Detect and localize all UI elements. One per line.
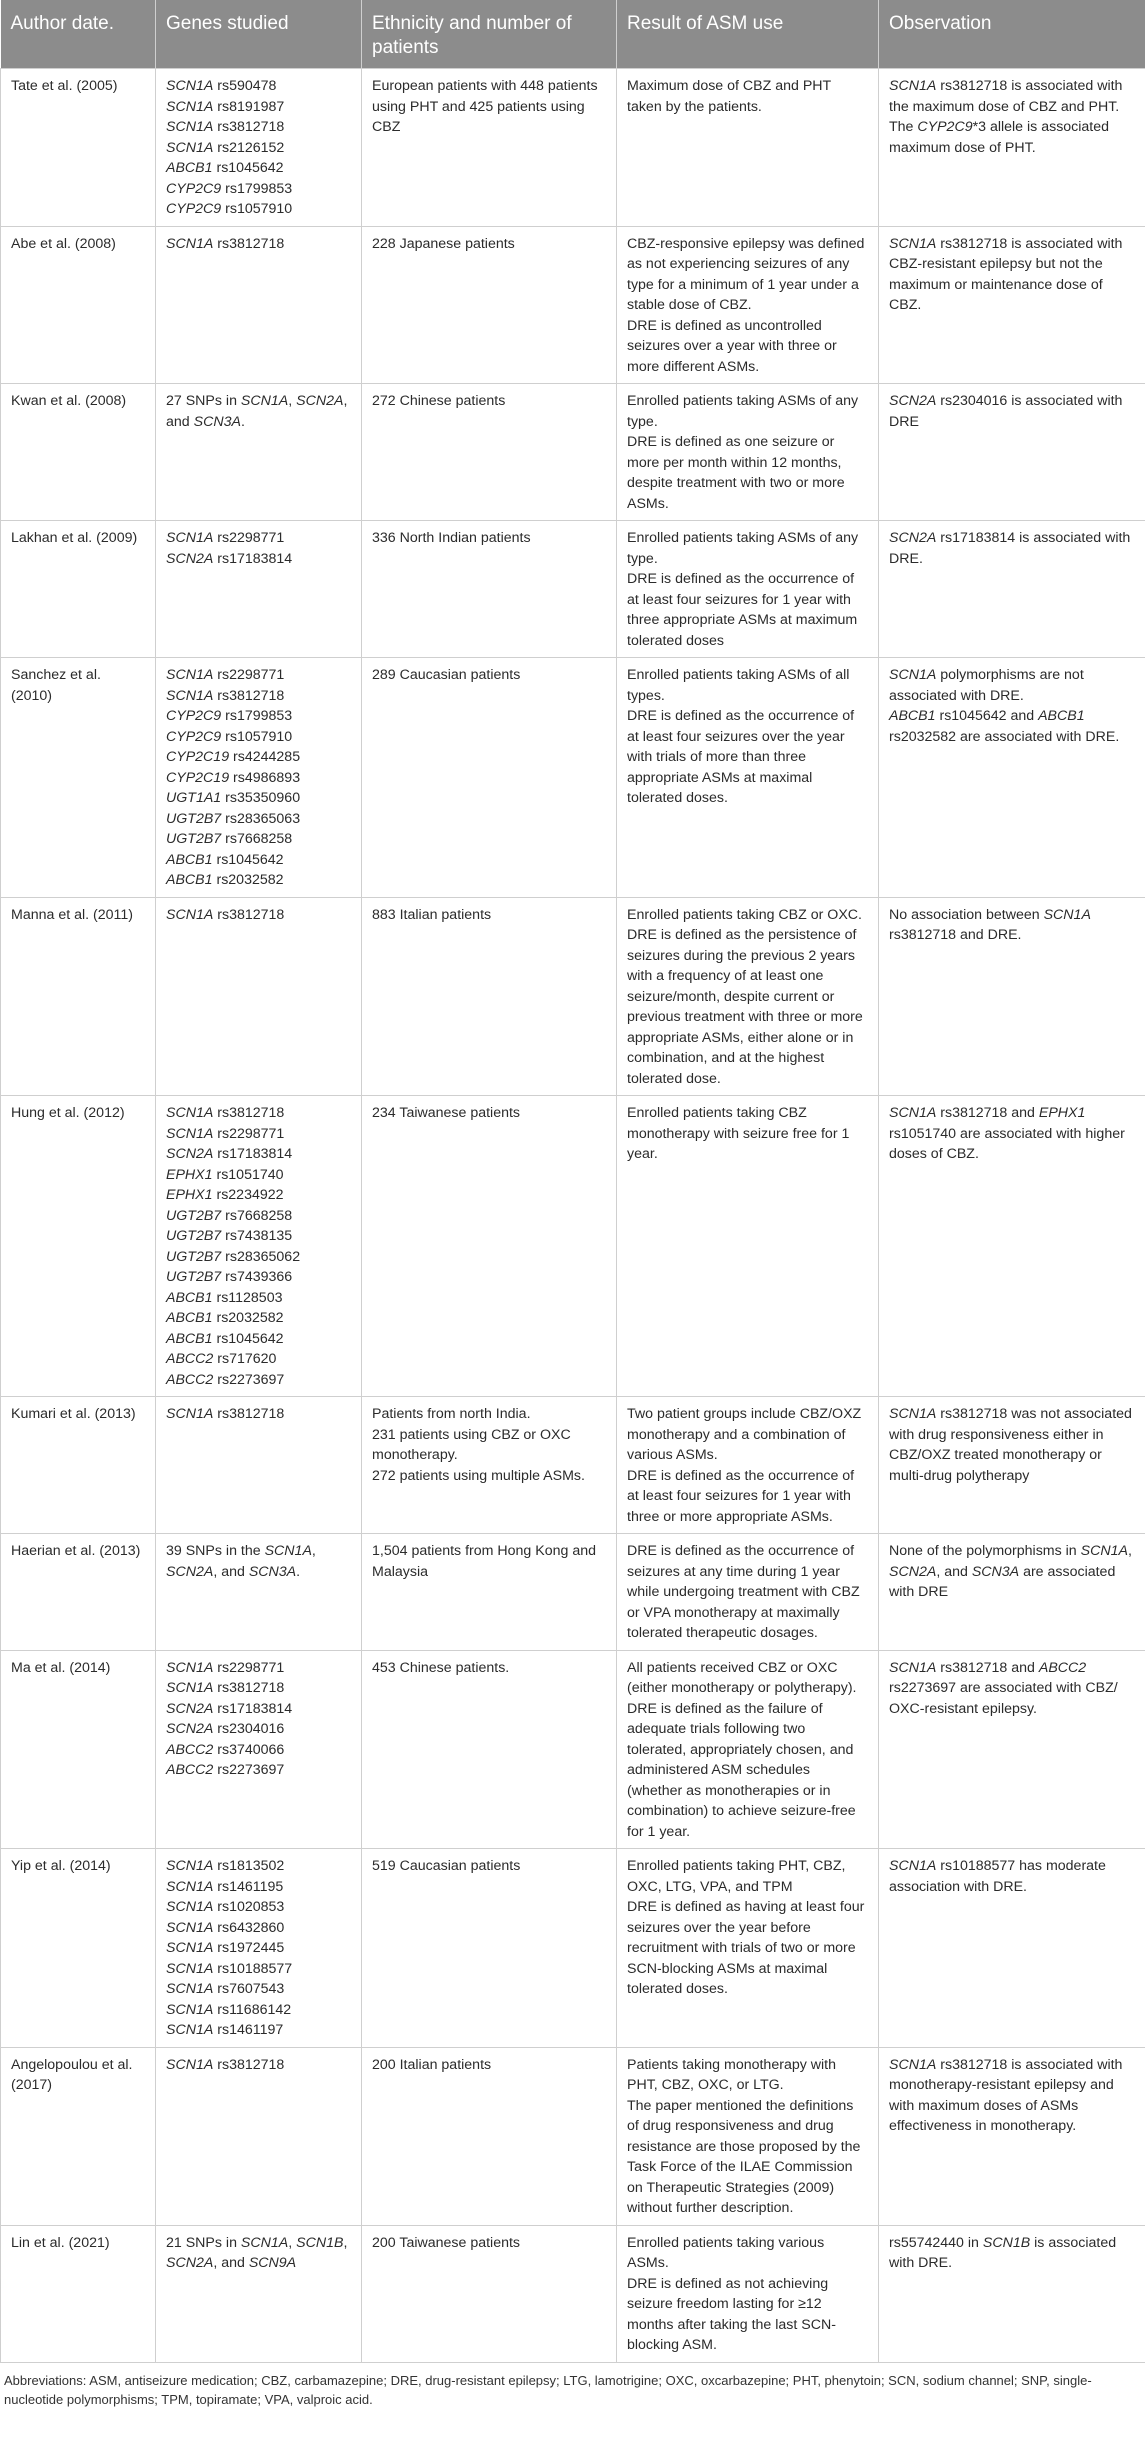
gene-symbol: SCN2A bbox=[166, 550, 214, 567]
cell-author: Ma et al. (2014) bbox=[1, 1650, 156, 1849]
snp-id: rs17183814 bbox=[213, 550, 293, 567]
gene-symbol: SCN1A bbox=[166, 2056, 214, 2073]
gene-entry bbox=[166, 1349, 351, 1370]
snp-id: rs3740066 bbox=[213, 1741, 285, 1758]
gene-symbol: UGT2B7 bbox=[166, 831, 222, 847]
header-author: Author date. bbox=[1, 0, 156, 69]
gene-symbol: SCN1A bbox=[166, 235, 214, 252]
table-row bbox=[1, 1849, 1145, 2048]
cell-genes bbox=[156, 897, 362, 1096]
gene-symbol: SCN1A bbox=[166, 78, 214, 94]
cell-result bbox=[617, 2225, 879, 2362]
gene-entry bbox=[166, 1247, 351, 1268]
cell-ethnicity: 336 North Indian patients bbox=[362, 521, 617, 658]
gene-symbol: UGT2B7 bbox=[166, 1269, 222, 1285]
gene-entry bbox=[166, 97, 351, 118]
gene-entry bbox=[166, 1760, 351, 1781]
result-line: Enrolled patients taking PHT, CBZ, OXC, LTG, VPA, and TPM bbox=[627, 1858, 846, 1895]
gene-entry bbox=[166, 1678, 351, 1699]
gene-entry bbox=[166, 1206, 351, 1227]
cell-author: Haerian et al. (2013) bbox=[1, 1534, 156, 1651]
snp-id: rs3812718 bbox=[213, 235, 285, 252]
cell-result bbox=[617, 1397, 879, 1534]
table-row bbox=[1, 658, 1145, 898]
gene-entry bbox=[166, 1658, 351, 1679]
gene-symbol: SCN1A bbox=[166, 1899, 214, 1915]
cell-observation: None of the polymorphisms in SCN1A, SCN2A, and SCN3A are associated with DRE bbox=[879, 1534, 1145, 1651]
cell-result bbox=[617, 1650, 879, 1849]
cell-ethnicity bbox=[362, 1397, 617, 1534]
gene-entry bbox=[166, 1938, 351, 1959]
result-line: CBZ-responsive epilepsy was defined as not experiencing seizures of any type for a minimum of 1 year under a stable dose of CBZ. bbox=[627, 235, 865, 313]
snp-id: rs1020853 bbox=[213, 1899, 285, 1915]
gene-entry bbox=[166, 768, 351, 789]
gene-symbol: ABCB1 bbox=[166, 851, 213, 868]
gene-entry bbox=[166, 1740, 351, 1761]
gene-symbol: SCN1A bbox=[166, 1960, 214, 1977]
gene-entry bbox=[166, 809, 351, 830]
gene-symbol: UGT2B7 bbox=[166, 1228, 222, 1244]
gene-entry bbox=[166, 1124, 351, 1145]
snp-id: rs1799853 bbox=[221, 708, 293, 724]
cell-observation: SCN1A rs3812718 and EPHX1 rs1051740 are associated with higher doses of CBZ. bbox=[879, 1096, 1145, 1397]
cell-ethnicity: 272 Chinese patients bbox=[362, 384, 617, 521]
gene-entry bbox=[166, 1288, 351, 1309]
gene-symbol: SCN1A bbox=[166, 1406, 214, 1422]
gene-entry bbox=[166, 788, 351, 809]
gene-symbol: SCN1A bbox=[166, 1858, 214, 1874]
snp-id: rs3812718 bbox=[213, 687, 285, 704]
result-line: The paper mentioned the definitions of drug responsiveness and drug resistance are those proposed by the Task Force of the ILAE Commission on Therapeutic Strategies (2009) without further description. bbox=[627, 2097, 861, 2216]
gene-symbol: CYP2C9 bbox=[166, 728, 222, 745]
gene-entry bbox=[166, 179, 351, 200]
gene-symbol: SCN1A bbox=[166, 2001, 214, 2018]
cell-ethnicity: 234 Taiwanese patients bbox=[362, 1096, 617, 1397]
gene-symbol: ABCB1 bbox=[166, 1330, 213, 1347]
snp-id: rs2032582 bbox=[212, 1310, 284, 1326]
cell-author: Abe et al. (2008) bbox=[1, 226, 156, 384]
gene-entry bbox=[166, 528, 351, 549]
cell-result bbox=[617, 897, 879, 1096]
gene-entry bbox=[166, 665, 351, 686]
cell-author: Hung et al. (2012) bbox=[1, 1096, 156, 1397]
gene-entry bbox=[166, 2020, 351, 2041]
cell-observation: SCN2A rs2304016 is associated with DRE bbox=[879, 384, 1145, 521]
snp-id: rs2298771 bbox=[213, 667, 285, 683]
snp-id: rs17183814 bbox=[213, 1700, 293, 1717]
cell-result bbox=[617, 226, 879, 384]
cell-ethnicity: 200 Italian patients bbox=[362, 2047, 617, 2225]
gene-entry bbox=[166, 1719, 351, 1740]
table-row bbox=[1, 521, 1145, 658]
snp-id: rs1057910 bbox=[221, 201, 293, 217]
snp-id: rs1057910 bbox=[221, 728, 293, 745]
gene-entry bbox=[166, 234, 351, 255]
gene-symbol: SCN1A bbox=[166, 2022, 214, 2038]
snp-id: rs35350960 bbox=[221, 790, 301, 806]
gene-entry bbox=[166, 1404, 351, 1425]
abbreviations-footnote: Abbreviations: ASM, antiseizure medication; CBZ, carbamazepine; DRE, drug-resistant epilepsy; LTG, lamotrigine; OXC, oxcarbazepine; PHT, phenytoin; SCN, sodium channel; SNP, single-nucleotide polymorphisms; TPM, topiramate; VPA, valproic acid. bbox=[4, 2372, 1092, 2407]
gene-symbol: ABCB1 bbox=[166, 1289, 213, 1306]
gene-entry bbox=[166, 1877, 351, 1898]
gene-entry bbox=[166, 1308, 351, 1329]
gene-entry bbox=[166, 686, 351, 707]
gene-entry bbox=[166, 727, 351, 748]
gene-entry bbox=[166, 850, 351, 871]
cell-genes bbox=[156, 69, 362, 227]
gene-entry bbox=[166, 138, 351, 159]
result-line: Two patient groups include CBZ/OXZ monotherapy and a combination of various ASMs. bbox=[627, 1406, 862, 1463]
cell-author: Angelopoulou et al. (2017) bbox=[1, 2047, 156, 2225]
gene-symbol: CYP2C9 bbox=[166, 180, 222, 197]
gene-symbol: UGT2B7 bbox=[166, 1248, 222, 1265]
gene-symbol: ABCB1 bbox=[166, 160, 213, 176]
gene-entry bbox=[166, 829, 351, 850]
cell-genes: 39 SNPs in the SCN1A, SCN2A, and SCN3A. bbox=[156, 1534, 362, 1651]
gene-symbol: SCN1A bbox=[166, 1680, 214, 1696]
cell-observation: SCN1A polymorphisms are not associated with DRE. ABCB1 rs1045642 and ABCB1 rs2032582 are associated with DRE. bbox=[879, 658, 1145, 898]
snp-id: rs2273697 bbox=[213, 1371, 285, 1388]
table-body bbox=[1, 69, 1145, 2363]
snp-id: rs4986893 bbox=[229, 769, 301, 786]
gene-entry bbox=[166, 706, 351, 727]
cell-result bbox=[617, 521, 879, 658]
cell-genes: 21 SNPs in SCN1A, SCN1B, SCN2A, and SCN9A bbox=[156, 2225, 362, 2362]
snp-id: rs590478 bbox=[213, 78, 277, 94]
cell-genes bbox=[156, 1849, 362, 2048]
cell-author: Tate et al. (2005) bbox=[1, 69, 156, 227]
gene-entry bbox=[166, 549, 351, 570]
result-line: DRE is defined as uncontrolled seizures over a year with three or more different ASMs. bbox=[627, 317, 837, 375]
result-line: DRE is defined as not achieving seizure freedom lasting for ≥12 months after taking the last SCN-blocking ASM. bbox=[627, 2275, 836, 2353]
gene-entry bbox=[166, 1856, 351, 1877]
result-line: Enrolled patients taking ASMs of any type. bbox=[627, 530, 859, 567]
cell-ethnicity: European patients with 448 patients using PHT and 425 patients using CBZ bbox=[362, 69, 617, 227]
snp-id: rs3812718 bbox=[213, 2056, 285, 2073]
gene-symbol: SCN2A bbox=[166, 1700, 214, 1717]
gene-symbol: SCN1A bbox=[166, 1125, 214, 1142]
gene-symbol: CYP2C9 bbox=[166, 201, 222, 217]
cell-genes bbox=[156, 658, 362, 898]
snp-id: rs2032582 bbox=[212, 872, 284, 888]
ethnicity-line: 231 patients using CBZ or OXC monotherapy. bbox=[372, 1426, 571, 1463]
snp-id: rs1045642 bbox=[212, 1330, 284, 1347]
snp-id: rs7668258 bbox=[221, 1207, 293, 1224]
gene-symbol: SCN1A bbox=[166, 1981, 214, 1997]
header-result: Result of ASM use bbox=[617, 0, 879, 69]
header-genes: Genes studied bbox=[156, 0, 362, 69]
ethnicity-line: Patients from north India. bbox=[372, 1406, 531, 1422]
cell-genes bbox=[156, 1650, 362, 1849]
gene-entry bbox=[166, 199, 351, 220]
gene-symbol: CYP2C19 bbox=[166, 749, 230, 765]
gene-entry bbox=[166, 2055, 351, 2076]
cell-result bbox=[617, 69, 879, 227]
cell-ethnicity: 289 Caucasian patients bbox=[362, 658, 617, 898]
snp-id: rs2298771 bbox=[213, 530, 285, 546]
table-row bbox=[1, 1397, 1145, 1534]
gene-entry bbox=[166, 1918, 351, 1939]
snp-id: rs1799853 bbox=[221, 180, 293, 197]
gene-symbol: SCN1A bbox=[166, 1940, 214, 1956]
gene-entry bbox=[166, 1370, 351, 1391]
gene-symbol: UGT2B7 bbox=[166, 1207, 222, 1224]
snp-id: rs1461197 bbox=[213, 2022, 284, 2038]
gene-symbol: EPHX1 bbox=[166, 1166, 213, 1183]
snp-id: rs28365062 bbox=[221, 1248, 301, 1265]
cell-observation: SCN2A rs17183814 is associated with DRE. bbox=[879, 521, 1145, 658]
result-line: DRE is defined as having at least four seizures over the year before recruitment with trials of two or more SCN-blocking ASMs at maximal tolerated doses. bbox=[627, 1899, 865, 1997]
gene-symbol: ABCC2 bbox=[166, 1741, 214, 1758]
gene-symbol: SCN1A bbox=[166, 1659, 214, 1676]
snp-id: rs1045642 bbox=[212, 851, 284, 868]
gene-symbol: EPHX1 bbox=[166, 1187, 213, 1203]
table-row bbox=[1, 897, 1145, 1096]
cell-genes: 27 SNPs in SCN1A, SCN2A, and SCN3A. bbox=[156, 384, 362, 521]
table-row bbox=[1, 1650, 1145, 1849]
cell-result bbox=[617, 1534, 879, 1651]
cell-result bbox=[617, 384, 879, 521]
cell-genes bbox=[156, 521, 362, 658]
gene-entry bbox=[166, 158, 351, 179]
cell-result bbox=[617, 1096, 879, 1397]
gene-symbol: SCN1A bbox=[166, 139, 214, 156]
cell-observation: SCN1A rs10188577 has moderate association with DRE. bbox=[879, 1849, 1145, 2048]
gene-symbol: SCN2A bbox=[166, 1146, 214, 1162]
snp-id: rs717620 bbox=[213, 1351, 277, 1367]
cell-author: Manna et al. (2011) bbox=[1, 897, 156, 1096]
result-line: DRE is defined as the occurrence of at least four seizures for 1 year with three or more appropriate ASMs. bbox=[627, 1467, 855, 1525]
gene-symbol: UGT1A1 bbox=[166, 790, 222, 806]
gene-entry bbox=[166, 117, 351, 138]
gene-entry bbox=[166, 1959, 351, 1980]
snp-id: rs3812718 bbox=[213, 1406, 285, 1422]
gene-entry bbox=[166, 905, 351, 926]
table-row bbox=[1, 2225, 1145, 2362]
snp-id: rs10188577 bbox=[213, 1960, 293, 1977]
snp-id: rs1813502 bbox=[213, 1858, 285, 1874]
snp-id: rs1051740 bbox=[212, 1166, 284, 1183]
result-line: Patients taking monotherapy with PHT, CBZ, OXC, or LTG. bbox=[627, 2056, 836, 2093]
cell-result bbox=[617, 2047, 879, 2225]
gene-symbol: SCN1A bbox=[166, 667, 214, 683]
cell-genes bbox=[156, 2047, 362, 2225]
cell-author: Lakhan et al. (2009) bbox=[1, 521, 156, 658]
gene-symbol: SCN1A bbox=[166, 530, 214, 546]
header-observation: Observation bbox=[879, 0, 1145, 69]
snp-id: rs6432860 bbox=[213, 1919, 285, 1936]
gene-symbol: SCN1A bbox=[166, 1105, 214, 1121]
snp-id: rs1045642 bbox=[212, 160, 284, 176]
cell-observation: SCN1A rs3812718 and ABCC2 rs2273697 are associated with CBZ/ OXC-resistant epilepsy. bbox=[879, 1650, 1145, 1849]
table-row bbox=[1, 1096, 1145, 1397]
snp-id: rs7607543 bbox=[213, 1981, 285, 1997]
gene-entry bbox=[166, 2000, 351, 2021]
table-header bbox=[1, 0, 1145, 69]
gene-entry bbox=[166, 747, 351, 768]
table-row bbox=[1, 1534, 1145, 1651]
cell-genes bbox=[156, 226, 362, 384]
cell-ethnicity: 228 Japanese patients bbox=[362, 226, 617, 384]
snp-id: rs1128503 bbox=[212, 1289, 283, 1306]
gene-entry bbox=[166, 1267, 351, 1288]
result-line: Enrolled patients taking various ASMs. bbox=[627, 2234, 825, 2271]
cell-ethnicity: 883 Italian patients bbox=[362, 897, 617, 1096]
cell-observation: SCN1A rs3812718 is associated with monotherapy-resistant epilepsy and with maximum doses of ASMs effectiveness in monotherapy. bbox=[879, 2047, 1145, 2225]
gene-entry bbox=[166, 870, 351, 891]
snp-id: rs8191987 bbox=[213, 98, 285, 115]
result-line: DRE is defined as one seizure or more per month within 12 months, despite treatment with two or more ASMs. bbox=[627, 434, 845, 512]
cell-ethnicity: 519 Caucasian patients bbox=[362, 1849, 617, 2048]
snp-id: rs4244285 bbox=[229, 749, 301, 765]
gene-symbol: CYP2C19 bbox=[166, 769, 230, 786]
cell-author: Kwan et al. (2008) bbox=[1, 384, 156, 521]
gene-entry bbox=[166, 1699, 351, 1720]
snp-id: rs3812718 bbox=[213, 1680, 285, 1696]
result-line: Enrolled patients taking ASMs of any type. bbox=[627, 393, 859, 430]
cell-genes bbox=[156, 1397, 362, 1534]
snp-id: rs28365063 bbox=[221, 810, 301, 827]
gene-symbol: ABCC2 bbox=[166, 1351, 214, 1367]
gene-entry bbox=[166, 1897, 351, 1918]
snp-id: rs2126152 bbox=[213, 139, 285, 156]
cell-genes bbox=[156, 1096, 362, 1397]
gene-symbol: SCN1A bbox=[166, 906, 214, 923]
gene-symbol: SCN1A bbox=[166, 1919, 214, 1936]
table-row bbox=[1, 69, 1145, 227]
result-line: All patients received CBZ or OXC (either monotherapy or polytherapy). bbox=[627, 1659, 857, 1696]
result-line: Enrolled patients taking ASMs of all types. bbox=[627, 667, 850, 704]
snp-id: rs2273697 bbox=[213, 1762, 285, 1778]
cell-author: Kumari et al. (2013) bbox=[1, 1397, 156, 1534]
gene-entry bbox=[166, 1979, 351, 2000]
table-row bbox=[1, 384, 1145, 521]
gene-symbol: CYP2C9 bbox=[166, 708, 222, 724]
result-line: DRE is defined as the occurrence of seizures at any time during 1 year while undergoing treatment with CBZ or VPA monotherapy at maximally tolerated therapeutic dosages. bbox=[627, 1543, 860, 1641]
cell-author: Yip et al. (2014) bbox=[1, 1849, 156, 2048]
cell-result bbox=[617, 658, 879, 898]
result-line: Enrolled patients taking CBZ monotherapy with seizure free for 1 year. bbox=[627, 1105, 850, 1162]
cell-ethnicity: 1,504 patients from Hong Kong and Malaysia bbox=[362, 1534, 617, 1651]
snp-id: rs3812718 bbox=[213, 119, 285, 135]
snp-id: rs7438135 bbox=[221, 1228, 293, 1244]
result-line: DRE is defined as the persistence of seizures during the previous 2 years with a frequency of at least one seizure/month, despite current or previous treatment with three or more appropriate ASMs, either alone or in combination, and at the highest tolerated dose. bbox=[627, 927, 863, 1087]
gene-entry bbox=[166, 1185, 351, 1206]
cell-ethnicity: 453 Chinese patients. bbox=[362, 1650, 617, 1849]
snp-id: rs7439366 bbox=[221, 1269, 293, 1285]
snp-id: rs2298771 bbox=[213, 1659, 285, 1676]
cell-observation: rs55742440 in SCN1B is associated with DRE. bbox=[879, 2225, 1145, 2362]
snp-id: rs11686142 bbox=[213, 2001, 292, 2018]
gene-entry bbox=[166, 1226, 351, 1247]
cell-result bbox=[617, 1849, 879, 2048]
gene-symbol: ABCB1 bbox=[166, 1310, 213, 1326]
snp-id: rs2298771 bbox=[213, 1125, 285, 1142]
result-line: DRE is defined as the failure of adequate trials following two tolerated, appropriately chosen, and administered ASM schedules (whether as monotherapies or in combination) to achieve seizure-free for 1 year. bbox=[627, 1700, 856, 1840]
snp-id: rs1461195 bbox=[213, 1878, 284, 1895]
cell-author: Sanchez et al. (2010) bbox=[1, 658, 156, 898]
cell-observation: SCN1A rs3812718 is associated with the maximum dose of CBZ and PHT. The CYP2C9*3 allele is associated maximum dose of PHT. bbox=[879, 69, 1145, 227]
gene-symbol: SCN1A bbox=[166, 687, 214, 704]
snp-id: rs3812718 bbox=[213, 1105, 285, 1121]
snp-id: rs1972445 bbox=[213, 1940, 285, 1956]
gene-symbol: SCN2A bbox=[166, 1721, 214, 1737]
result-line: DRE is defined as the occurrence of at least four seizures over the year with trials of more than three appropriate ASMs at maximal tolerated doses. bbox=[627, 708, 855, 806]
cell-observation: No association between SCN1A rs3812718 and DRE. bbox=[879, 897, 1145, 1096]
gene-entry bbox=[166, 76, 351, 97]
cell-observation: SCN1A rs3812718 was not associated with drug responsiveness either in CBZ/OXZ treated monotherapy or multi-drug polytherapy bbox=[879, 1397, 1145, 1534]
snp-id: rs2304016 bbox=[213, 1721, 285, 1737]
result-line: Enrolled patients taking CBZ or OXC. bbox=[627, 906, 862, 923]
result-line: DRE is defined as the occurrence of at least four seizures for 1 year with three appropriate ASMs at maximum tolerated doses bbox=[627, 571, 858, 649]
gene-symbol: ABCB1 bbox=[166, 872, 213, 888]
gene-symbol: SCN1A bbox=[166, 119, 214, 135]
snp-id: rs7668258 bbox=[221, 831, 293, 847]
ethnicity-line: 272 patients using multiple ASMs. bbox=[372, 1467, 585, 1484]
gene-symbol: SCN1A bbox=[166, 1878, 214, 1895]
gene-entry bbox=[166, 1329, 351, 1350]
header-ethnicity: Ethnicity and number of patients bbox=[362, 0, 617, 69]
snp-id: rs17183814 bbox=[213, 1146, 293, 1162]
gene-symbol: ABCC2 bbox=[166, 1371, 214, 1388]
snp-id: rs3812718 bbox=[213, 906, 285, 923]
gene-symbol: UGT2B7 bbox=[166, 810, 222, 827]
gene-entry bbox=[166, 1144, 351, 1165]
gene-entry bbox=[166, 1165, 351, 1186]
table-row bbox=[1, 226, 1145, 384]
gene-symbol: SCN1A bbox=[166, 98, 214, 115]
table-row bbox=[1, 2047, 1145, 2225]
gene-entry bbox=[166, 1103, 351, 1124]
header-row bbox=[1, 0, 1145, 69]
cell-author: Lin et al. (2021) bbox=[1, 2225, 156, 2362]
result-line: Maximum dose of CBZ and PHT taken by the patients. bbox=[627, 78, 831, 115]
gene-symbol: ABCC2 bbox=[166, 1762, 214, 1778]
cell-observation: SCN1A rs3812718 is associated with CBZ-resistant epilepsy but not the maximum or maintenance dose of CBZ. bbox=[879, 226, 1145, 384]
snp-id: rs2234922 bbox=[212, 1187, 284, 1203]
cell-ethnicity: 200 Taiwanese patients bbox=[362, 2225, 617, 2362]
